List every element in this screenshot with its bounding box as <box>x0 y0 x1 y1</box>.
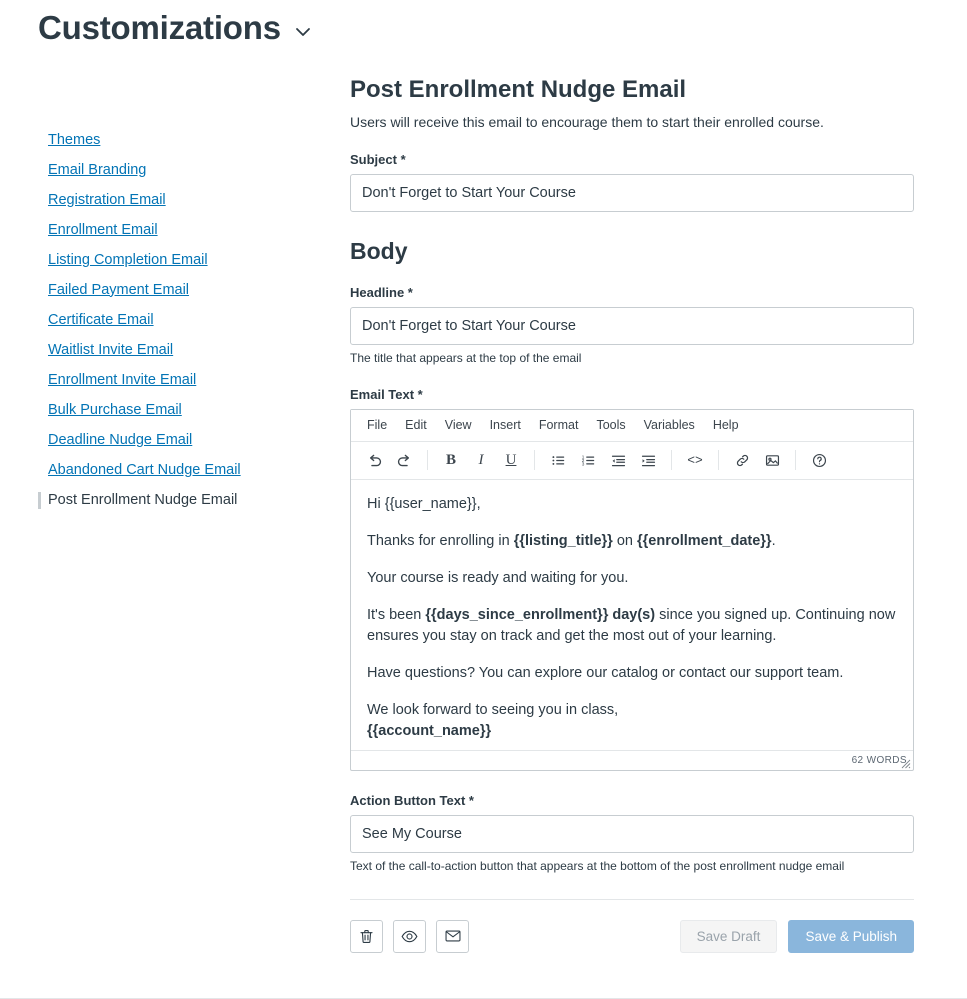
word-count: 62 WORDS <box>851 754 907 766</box>
menu-format[interactable]: Format <box>538 418 579 433</box>
sidebar-link[interactable]: Registration Email <box>48 191 166 208</box>
subject-label: Subject * <box>350 151 406 167</box>
save-actions <box>680 920 914 953</box>
sidebar-item-abandoned-cart-nudge-email[interactable] <box>38 462 294 479</box>
toolbar-separator <box>795 450 796 470</box>
chevron-down-icon[interactable] <box>293 22 313 42</box>
svg-text:3: 3 <box>581 461 584 467</box>
sidebar-item-waitlist-invite-email[interactable] <box>38 342 294 359</box>
sidebar-item-failed-payment-email[interactable] <box>38 282 294 299</box>
email-text-label: Email Text * <box>350 386 423 402</box>
page-title: Customizations <box>38 9 281 46</box>
toolbar-separator <box>427 450 428 470</box>
sidebar-link[interactable]: Enrollment Email <box>48 221 158 238</box>
menu-insert[interactable]: Insert <box>489 418 521 433</box>
sidebar-link[interactable]: Bulk Purchase Email <box>48 401 182 418</box>
numbered-list-icon[interactable] <box>574 447 602 473</box>
svg-text:2: 2 <box>581 457 584 463</box>
indent-decrease-icon[interactable] <box>604 447 632 473</box>
sidebar-item-email-branding[interactable] <box>38 162 294 179</box>
page-header <box>0 0 967 54</box>
bullet-list-icon[interactable] <box>544 447 572 473</box>
sidebar-item-deadline-nudge-email[interactable] <box>38 432 294 449</box>
menu-file[interactable]: File <box>367 418 388 433</box>
rich-text-editor <box>350 409 914 771</box>
action-button-help-text: Text of the call-to-action button that appears at the bottom of the post enrollment nudge email <box>350 858 845 873</box>
sidebar-item-enrollment-email[interactable] <box>38 222 294 239</box>
image-icon[interactable] <box>758 447 786 473</box>
undo-icon[interactable] <box>360 447 388 473</box>
toolbar-separator <box>534 450 535 470</box>
sidebar-link[interactable]: Deadline Nudge Email <box>48 431 193 448</box>
editor-paragraph: Hi {{user_name}}, <box>367 495 481 512</box>
headline-label: Headline * <box>350 284 413 300</box>
editor-paragraph: We look forward to seeing you in class, {{account_name}} <box>367 701 619 739</box>
sidebar-item-bulk-purchase-email[interactable] <box>38 402 294 419</box>
sidebar-item-registration-email[interactable] <box>38 192 294 209</box>
menu-variables[interactable]: Variables <box>643 418 695 433</box>
sidebar-link[interactable]: Waitlist Invite Email <box>48 341 174 358</box>
bold-icon[interactable]: B <box>445 451 456 468</box>
link-icon[interactable] <box>728 447 756 473</box>
sidebar-item-themes[interactable] <box>38 132 294 149</box>
body-heading: Body <box>350 237 408 264</box>
sidebar-link[interactable]: Email Branding <box>48 161 147 178</box>
menu-edit[interactable]: Edit <box>405 418 427 433</box>
editor-resize-handle[interactable] <box>901 759 911 769</box>
editor-menubar <box>351 410 913 442</box>
headline-help-text: The title that appears at the top of the email <box>350 350 582 365</box>
italic-icon[interactable]: I <box>478 451 484 468</box>
sidebar-link[interactable]: Listing Completion Email <box>48 251 208 268</box>
help-icon[interactable] <box>805 447 833 473</box>
svg-text:1: 1 <box>581 453 584 459</box>
footer-icon-buttons <box>350 920 469 953</box>
sidebar-item-enrollment-invite-email[interactable] <box>38 372 294 389</box>
editor-statusbar <box>351 750 913 770</box>
action-button-text-input[interactable] <box>350 815 914 853</box>
editor-toolbar <box>351 442 913 480</box>
sidebar-link-active: Post Enrollment Nudge Email <box>48 491 238 508</box>
sidebar <box>38 76 294 953</box>
sidebar-link[interactable]: Enrollment Invite Email <box>48 371 197 388</box>
sidebar-link[interactable]: Certificate Email <box>48 311 154 328</box>
sidebar-item-certificate-email[interactable] <box>38 312 294 329</box>
editor-paragraph: It's been {{days_since_enrollment}} day(s) since you signed up. Continuing now ensures you stay on track and get the most out of your learning. <box>367 606 896 644</box>
eye-icon[interactable] <box>393 920 426 953</box>
sidebar-link[interactable]: Abandoned Cart Nudge Email <box>48 461 241 478</box>
sidebar-link[interactable]: Themes <box>48 131 101 148</box>
sidebar-item-listing-completion-email[interactable] <box>38 252 294 269</box>
headline-input[interactable] <box>350 307 914 345</box>
menu-tools[interactable]: Tools <box>596 418 626 433</box>
redo-icon[interactable] <box>390 447 418 473</box>
indent-increase-icon[interactable] <box>634 447 662 473</box>
section-description: Users will receive this email to encourage them to start their enrolled course. <box>350 113 824 130</box>
envelope-icon[interactable] <box>436 920 469 953</box>
toolbar-separator <box>671 450 672 470</box>
subject-input[interactable] <box>350 174 914 212</box>
editor-paragraph: Have questions? You can explore our catalog or contact our support team. <box>367 664 844 681</box>
save-draft-button[interactable]: Save Draft <box>680 920 778 953</box>
sidebar-list <box>38 132 294 509</box>
main-panel <box>294 76 954 953</box>
content-wrapper <box>0 54 967 953</box>
underline-icon[interactable]: U <box>505 451 517 468</box>
toolbar-separator <box>718 450 719 470</box>
section-title: Post Enrollment Nudge Email <box>350 75 687 103</box>
menu-help[interactable]: Help <box>712 418 739 433</box>
sidebar-link[interactable]: Failed Payment Email <box>48 281 190 298</box>
source-code-icon[interactable]: <> <box>687 452 703 468</box>
action-button-text-label: Action Button Text * <box>350 792 474 808</box>
editor-paragraph: Thanks for enrolling in {{listing_title}} on {{enrollment_date}}. <box>367 532 776 549</box>
save-and-publish-button[interactable]: Save & Publish <box>788 920 914 953</box>
footer-actions <box>350 899 914 953</box>
editor-content-area[interactable] <box>351 480 913 750</box>
editor-paragraph: Your course is ready and waiting for you. <box>367 569 629 586</box>
menu-view[interactable]: View <box>444 418 472 433</box>
trash-icon[interactable] <box>350 920 383 953</box>
sidebar-item-post-enrollment-nudge-email[interactable] <box>38 492 294 509</box>
